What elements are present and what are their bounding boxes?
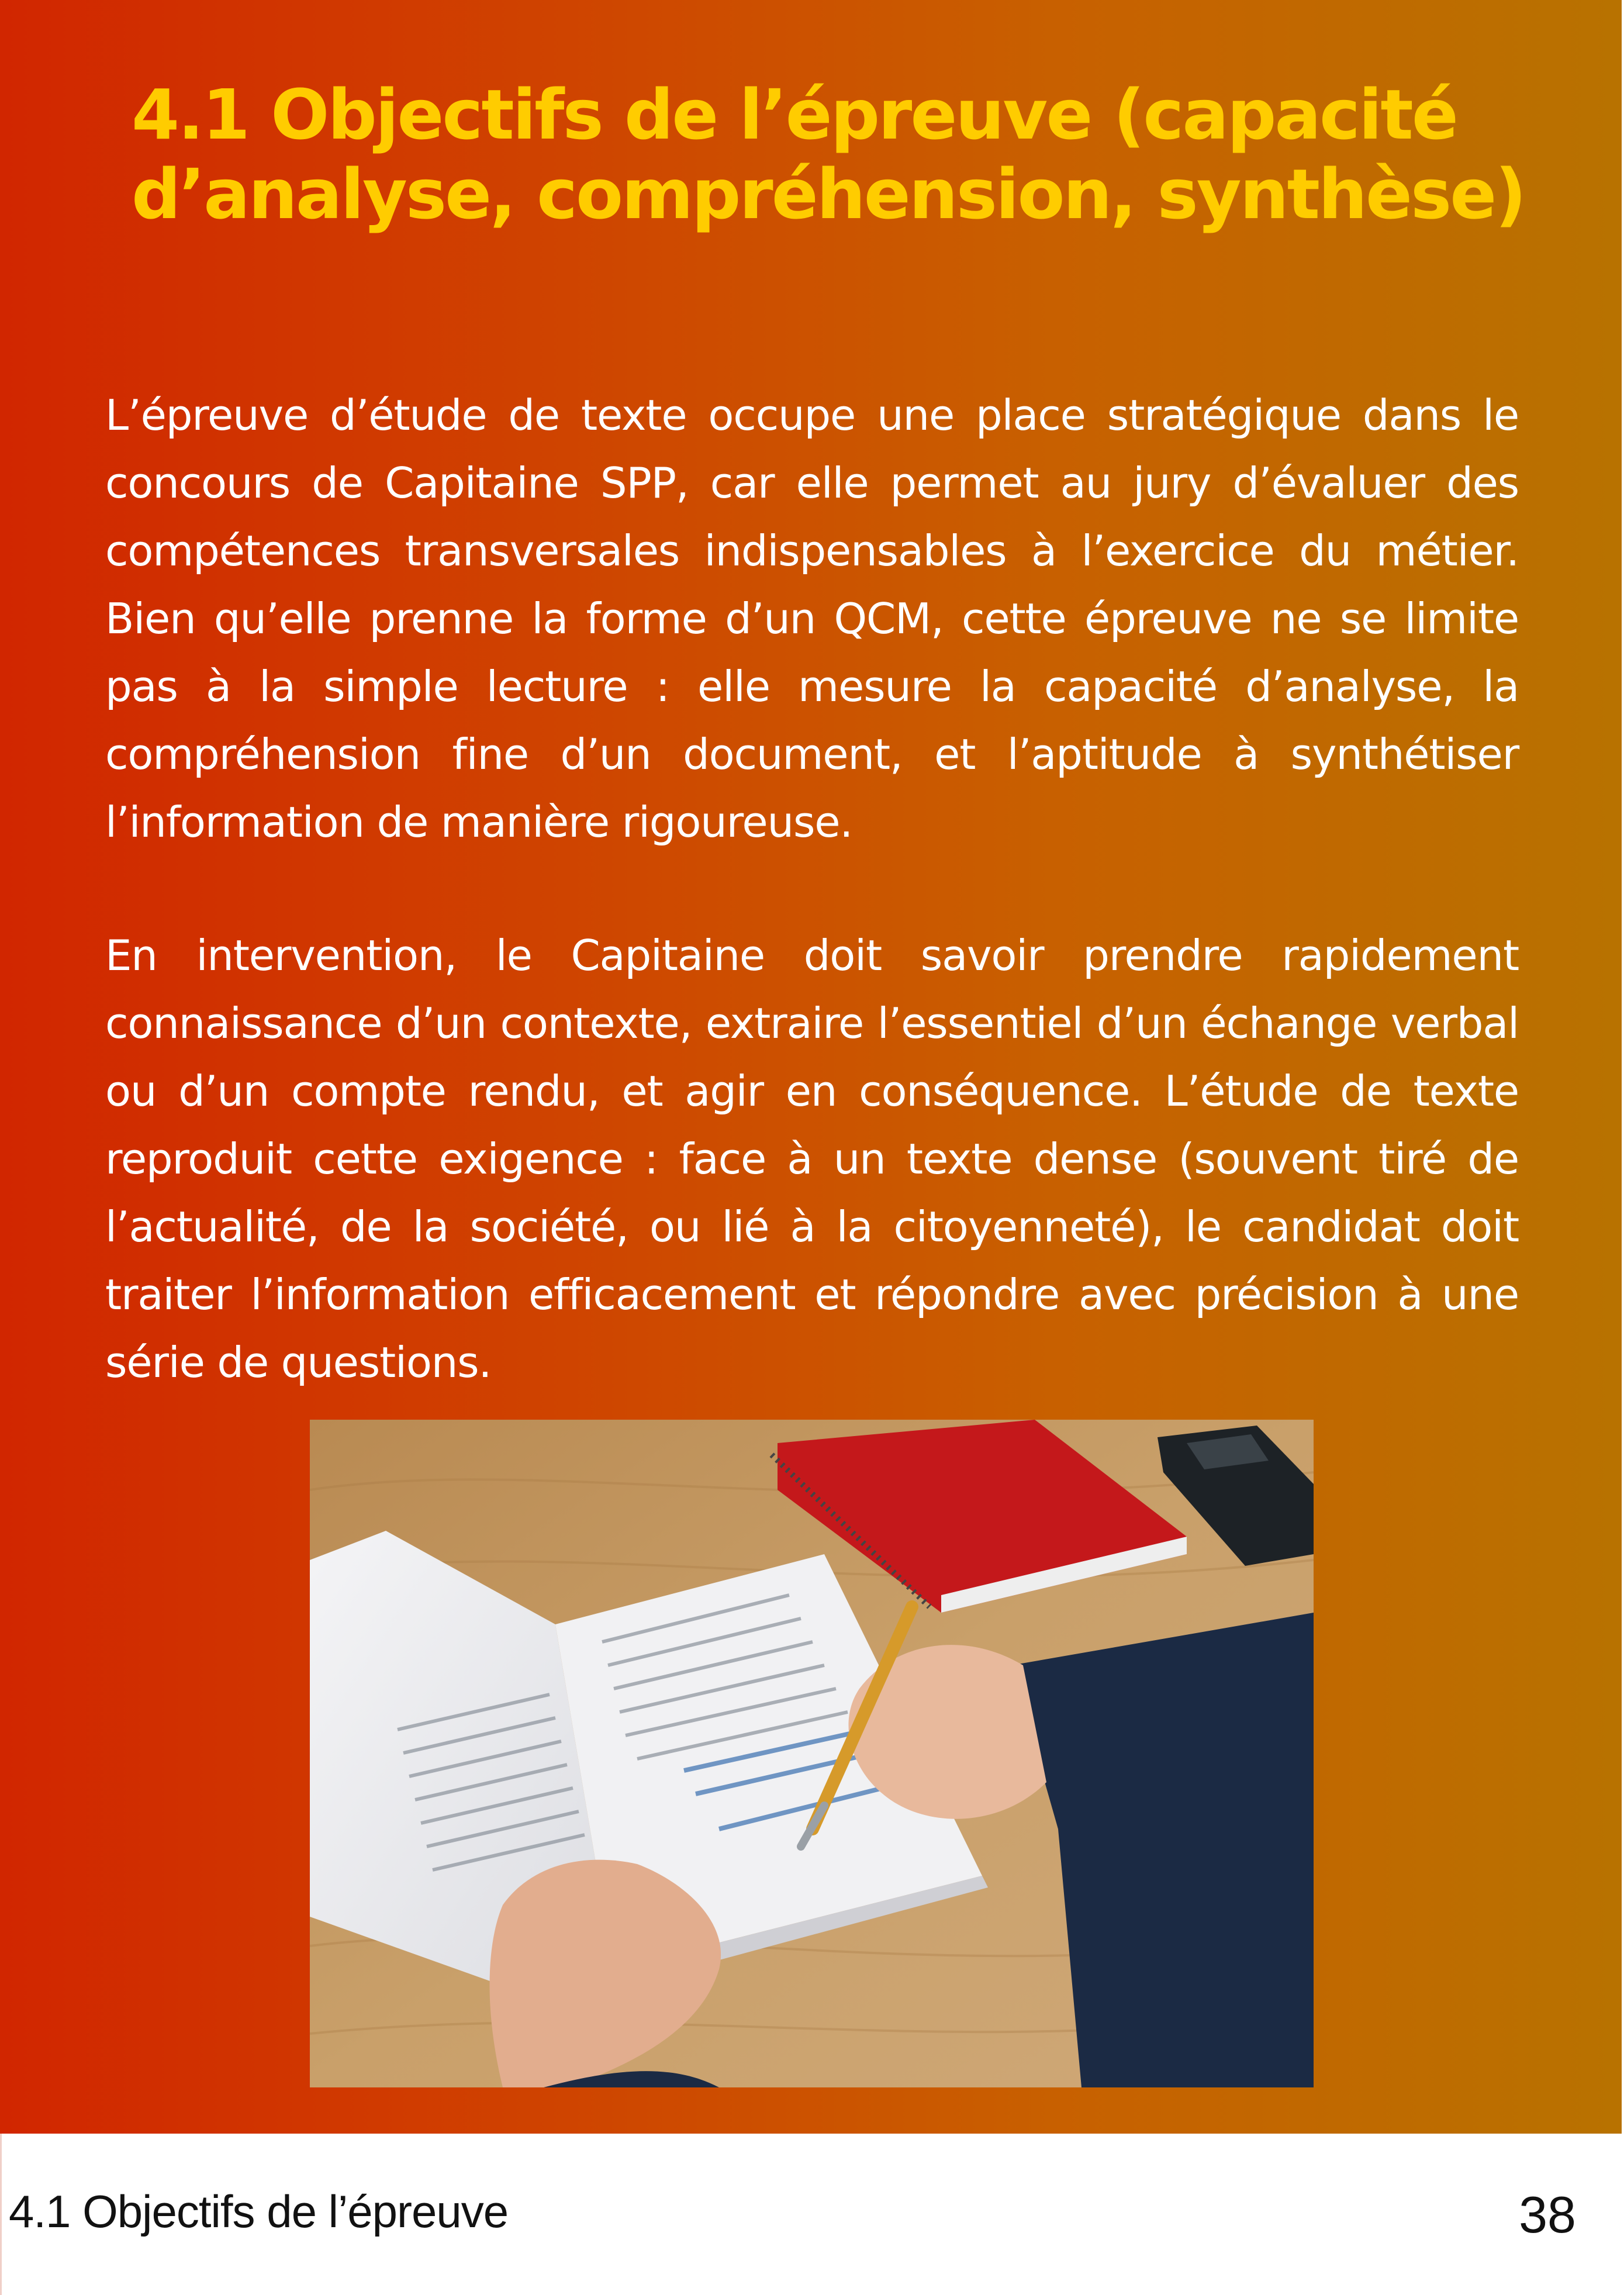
body-paragraph-1: L’épreuve d’étude de texte occupe une place stratégique dans le concours de Capitaine SPP, car elle permet au jury d’évaluer des compétences transversales indispensables à l’exercice du métier. Bien qu’elle prenne la forme d’un QCM, cette épreuve ne se limite pas à la simple lecture : elle mesure la capacité d’analyse, la compréhension fine d’un document, et l’aptitude à synthétiser l’information de manière rigoureuse.	[105, 391, 1519, 847]
photo-icon	[310, 1420, 1314, 2087]
section-heading: 4.1 Objectifs de l’épreuve (capacité d’analyse, compréhension, synthèse)	[132, 74, 1525, 234]
body-paragraph-2: En intervention, le Capitaine doit savoir prendre rapidement connaissance d’un contexte, extraire l’essentiel d’un échange verbal ou d’un compte rendu, et agir en conséquence. L’étude de texte reproduit cette exigence : face à un texte dense (souvent tiré de l’actualité, de la société, ou lié à la citoyenneté), le candidat doit traiter l’information efficacement et répondre avec précision à une série de questions.	[105, 931, 1519, 1387]
page-number: 38	[1519, 2186, 1576, 2244]
footer-section-title: 4.1 Objectifs de l’épreuve	[9, 2186, 509, 2237]
page-footer	[0, 2134, 1624, 2295]
illustration-photo	[310, 1420, 1314, 2087]
